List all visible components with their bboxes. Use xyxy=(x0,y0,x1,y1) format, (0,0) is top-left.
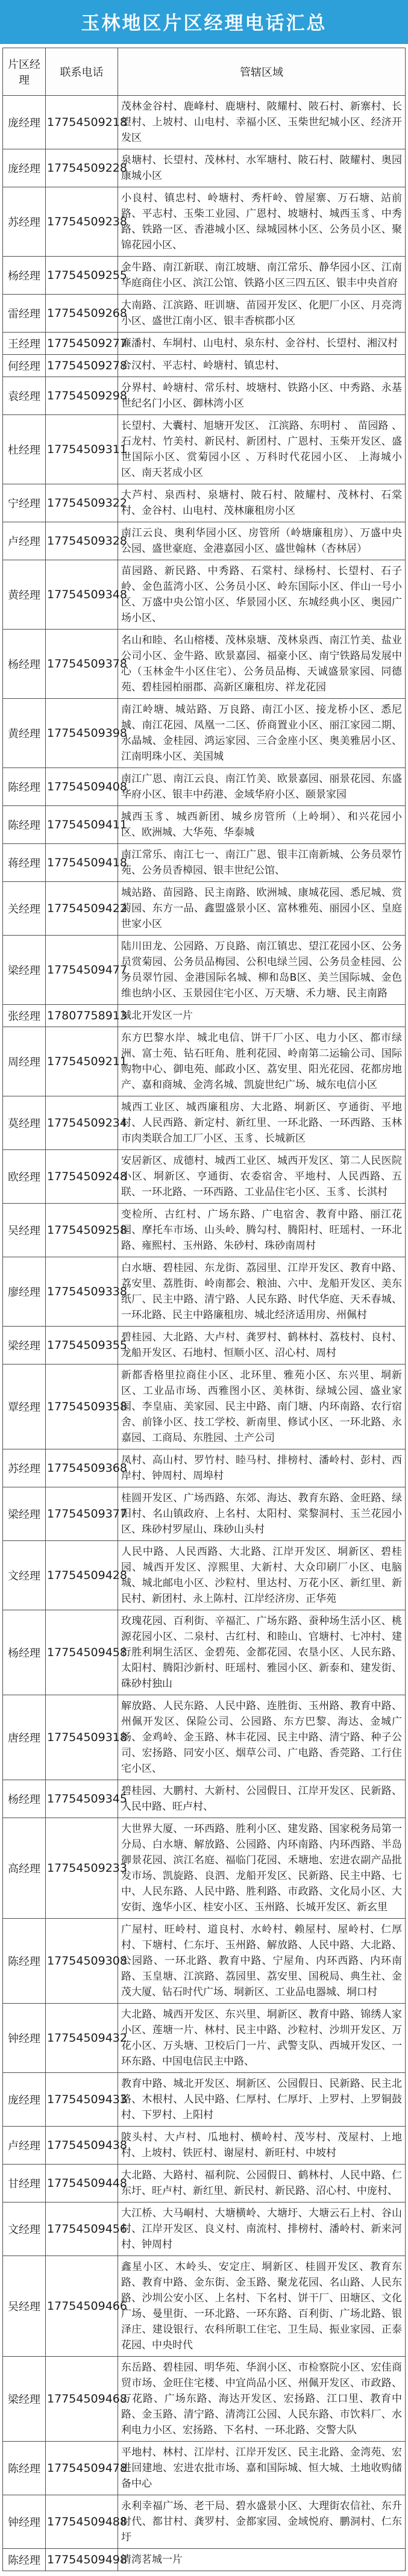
area-cell: 广屋村、旺岭村、道良村、水岭村、赖屋村、屋岭村、仁厚村、下塘村、仁东圩、玉州路、解放路、人民中路、大北路、公园路、一环北路、教育中路、宁屋角、内环西路、内环南路、玉皇塘、江滨路、荔园里、荔安里、国税局、典生社、金茂大厦、钻石时代广场、垌新区、工业品电器城、垌口村 xyxy=(118,1919,406,2004)
table-row xyxy=(3,1695,406,1780)
phone-cell: 17754509498 xyxy=(46,2549,118,2571)
manager-cell: 陈经理 xyxy=(3,2442,46,2495)
table-row xyxy=(3,484,406,522)
area-cell: 大芦村、泉西村、泉塘村、陂石村、陂耀村、茂林村、石棠村、金谷村、山电村、茂林廉租房小区 xyxy=(118,484,406,522)
manager-cell: 陈经理 xyxy=(3,768,46,806)
area-cell: 金牛路、南江新联、南江坡塘、南江常乐、静华园小区、江南华庭商住小区、滨江公馆、铁路小区三四五区、银丰中央首府 xyxy=(118,257,406,295)
area-cell: 永利幸福广场、老干局、碧水盛景小区、大理街农信社、东升时代、都甘村、龚罗村、金都家园、金域悦府、鹏洞村、仁东圩 xyxy=(118,2495,406,2549)
manager-cell: 吴经理 xyxy=(3,1204,46,1257)
table-row xyxy=(3,377,406,415)
phone-cell: 17754509438 xyxy=(46,2127,118,2165)
manager-cell: 莫经理 xyxy=(3,1096,46,1150)
phone-cell: 17754509311 xyxy=(46,415,118,484)
area-cell: 城站路、苗园路、民主南路、欧洲城、康城花园、悉尼城、赏菊园、东方一品、鑫盟盛景小区、富林雅苑、丽园小区、皇庭世家小区 xyxy=(118,882,406,936)
manager-cell: 梁经理 xyxy=(3,936,46,1005)
area-cell: 东岳路、碧桂园、明华苑、华润小区、市检察院小区、宏佳商贸市场、金旺住宅楼、中宜尚品小区、州佩开发区、市政路、万花路、广场东路、海达开发区、宏扬路、江口里、教育中路、金玉路、清宁路、清湾江公园、人民东路、市饮料厂、水利电力小区、宏扬路、下名村、一环北路、交警大队 xyxy=(118,2357,406,2442)
table-row xyxy=(3,844,406,882)
page-title: 玉林地区片区经理电话汇总 xyxy=(0,0,408,44)
column-header: 片区经理 xyxy=(3,48,46,96)
phone-cell: 17754509398 xyxy=(46,699,118,768)
table-row xyxy=(3,295,406,333)
area-cell: 大江桥、大马峒村、大塘横岭、大塘圩、大塘云石上村、谷山村、江岸开发区、良义村、南流村、排榜村、潘岭村、新来河村、钟周村 xyxy=(118,2202,406,2256)
table-row xyxy=(3,1449,406,1487)
phone-cell: 17754509358 xyxy=(46,1365,118,1449)
phone-cell: 17754509432 xyxy=(46,2004,118,2073)
table-row xyxy=(3,2202,406,2256)
manager-cell: 陈经理 xyxy=(3,806,46,844)
phone-cell: 17754509322 xyxy=(46,484,118,522)
area-cell: 桂圆开发区、广场西路、东郊、海达、教育东路、金旺路、绿阳村、名山镇政府、上名村、太阳村、棠黎洞村、玉兰花园小区、珠砂村罗屋山、珠砂山头村 xyxy=(118,1487,406,1541)
table-row xyxy=(3,1487,406,1541)
table-row xyxy=(3,355,406,377)
area-cell: 白水塘、碧桂园、东龙街、荔园里、江岸开发区、教育中路、荔安里、荔胜街、岭南都会、粮油、六中、龙船开发区、美东纸厂、民主中路、清宁路、人民东路、时代华庭、天禾春城、一环北路、民主中路廉租房、城北经济适用房、州佩村 xyxy=(118,1257,406,1327)
manager-cell: 唐经理 xyxy=(3,1695,46,1780)
area-cell: 长望村、大囊村、旭塘开发区、 江滨路、东明村 、 苗园路 、 石龙村、竹美村、新民村、新团村、广恩村、玉柴开发区、盛世国际小区、赏菊园小区 、万科时代花园小区、 上海城小区、南天茗成小区 xyxy=(118,415,406,484)
phone-cell: 17754509298 xyxy=(46,377,118,415)
phone-cell: 17754509468 xyxy=(46,2357,118,2442)
phone-cell: 17754509408 xyxy=(46,768,118,806)
phone-cell: 17807758913 xyxy=(46,1005,118,1027)
table-row xyxy=(3,1919,406,2004)
manager-cell: 周经理 xyxy=(3,1027,46,1096)
phone-cell: 17754509338 xyxy=(46,1257,118,1327)
table-row xyxy=(3,333,406,355)
area-cell: 变检所、古红村、广场东路、广电宿舍、教育中路、丽江花园、摩托车市场、山头岭、腾勾村、腾阳村、旺瑶村、一环北路、雍熙村、玉州路、朱砂村、珠砂南周村 xyxy=(118,1204,406,1257)
manager-cell: 何经理 xyxy=(3,355,46,377)
area-cell: 平地村、林村、江岸村、江岸开发区、民主北路、金湾苑、宏进回建地、宏进农批市场、嘉和国际城、恒大城、土地收购储备中心 xyxy=(118,2442,406,2495)
phone-cell: 17754509233 xyxy=(46,1818,118,1919)
area-cell: 城西玉豸、城西新团、城乡房管所（上岭垌）、和兴花园小区、欧洲城、大华苑、华泰城 xyxy=(118,806,406,844)
manager-cell: 梁经理 xyxy=(3,1327,46,1365)
manager-cell: 庞经理 xyxy=(3,149,46,187)
area-cell: 南江常乐、南江七一、南江广恩、银丰江南新城、公务员翠竹苑、公务员香樟园、银丰世纪公馆、 xyxy=(118,844,406,882)
manager-cell: 蒋经理 xyxy=(3,844,46,882)
column-header: 联系电话 xyxy=(46,48,118,96)
phone-cell: 17754509418 xyxy=(46,844,118,882)
manager-cell: 袁经理 xyxy=(3,377,46,415)
manager-phone-table xyxy=(2,48,406,2571)
phone-cell: 17754509328 xyxy=(46,522,118,560)
area-cell: 名山和睦、名山榕楼、茂林泉塘、茂林泉西、南江竹美、盐业公司小区、金牛路、欧景嘉园、福豪小区、南宁铁路局发展中心（玉林金牛小区住宅）、公务员品梅、天诚盛景家园、同德苑、碧桂园柏丽郡、高新区廉租房、祥龙花园 xyxy=(118,630,406,699)
table-row xyxy=(3,806,406,844)
table-row xyxy=(3,1027,406,1096)
area-cell: 解放路、人民东路、人民中路、连胜街、玉州路、教育中路、州佩开发区、保险公司、公园路、东方巴黎、海达、金城广场、金鸡岭、金玉路、林丰花园、民主中路、清宁路、种子公司、宏扬路、同安小区、烟草公司、广电路、香莞路、工行住宅小区、 xyxy=(118,1695,406,1780)
table-row xyxy=(3,1096,406,1150)
table-row xyxy=(3,149,406,187)
table-row xyxy=(3,2357,406,2442)
manager-cell: 钟经理 xyxy=(3,2004,46,2073)
area-cell: 大南路、江滨路、旺训塘、苗园开发区、化肥厂小区、月亮湾小区、盛世江南小区、银丰香槟郡小区 xyxy=(118,295,406,333)
table-row xyxy=(3,1541,406,1610)
manager-cell: 杨经理 xyxy=(3,257,46,295)
phone-cell: 17754509234 xyxy=(46,1096,118,1150)
table-row xyxy=(3,187,406,257)
table-row xyxy=(3,1780,406,1818)
column-header: 管辖区域 xyxy=(118,48,406,96)
phone-cell: 17754509348 xyxy=(46,560,118,630)
table-row xyxy=(3,2165,406,2202)
phone-cell: 17754509308 xyxy=(46,1919,118,2004)
table-row xyxy=(3,2004,406,2073)
area-cell: 鑫星小区、木岭头、安定庄、垌新区、桂圆开发区、教育东路、教育中路、金东街、金玉路、聚龙花园、名山路、人民东路、沙圳公安小区、上名村、下名村、饼干厂、田塘区、文化广场、曼里街、一环北路、一环东路、百利街、广场北路、银泽庄、建设银行、农科所职工住宅、卫生局、振业家园、正泰花园、中央时代 xyxy=(118,2256,406,2357)
manager-cell: 卢经理 xyxy=(3,2127,46,2165)
table-row xyxy=(3,2256,406,2357)
manager-cell: 张经理 xyxy=(3,1005,46,1027)
table-container xyxy=(0,44,408,2576)
manager-cell: 苏经理 xyxy=(3,1449,46,1487)
phone-cell: 17754509248 xyxy=(46,1150,118,1204)
manager-cell: 梁经理 xyxy=(3,2357,46,2442)
table-row xyxy=(3,1005,406,1027)
area-cell: 泉塘村、长望村、茂林村、水军塘村、陂石村、陂耀村、奥园康城小区 xyxy=(118,149,406,187)
table-row xyxy=(3,522,406,560)
table-row xyxy=(3,699,406,768)
manager-cell: 陈经理 xyxy=(3,2549,46,2571)
phone-cell: 17754509488 xyxy=(46,2495,118,2549)
area-cell: 大北路、大路村、福利院、公园假日、鹤林村、人民中路、仁东圩、旺卢村、新红里、新民村、新民路、沼心村、中庞村、 xyxy=(118,2165,406,2202)
table-row xyxy=(3,2127,406,2165)
manager-cell: 吴经理 xyxy=(3,2256,46,2357)
header-row xyxy=(3,48,406,96)
table-row xyxy=(3,560,406,630)
phone-cell: 17754509478 xyxy=(46,2442,118,2495)
area-cell: 城西工业区、城西廉租房、大北路、垌新区、亨通街、平地村、人民西路、新定村、新红里、一环北路、一环西路、玉林市肉类联合加工厂小区、玉豸、长城新区 xyxy=(118,1096,406,1150)
manager-cell: 黄经理 xyxy=(3,560,46,630)
table-body xyxy=(3,96,406,2571)
area-cell: 小良村、镇忠村、岭塘村、秀杆岭、曾屋寨、万石塘、站前路、平志村、玉柴工业园、广恩村、坡塘村、城西玉豸、中秀路、铁路一区、香港城小区、绿城园林小区、公务员小区、聚锦花园小区、 xyxy=(118,187,406,257)
area-cell: 新都香格里拉商住小区、北环里、雅苑小区、东兴里、垌新区、工业品市场、西雅图小区、美林街、绿城公园、盛业家园、李皇庙、美家园、民主中路、南门塘、内环南路、农行宿舍、前锋小区、技工学校、新南里、修试小区、一环北路、永嘉园、工商局、东胜园、土产公司 xyxy=(118,1365,406,1449)
area-cell: 碧桂园、大鹏村、大新村、公园假日、江岸开发区、民新路、人民中路、旺卢村、 xyxy=(118,1780,406,1818)
area-cell: 东方巴黎水岸、城北电信、饼干厂小区、电力小区、都市绿洲、富士苑、钻石旺角、胜利花园、岭南第二运输公司、国际购物中心、御电苑、邮政小区、荔安里、阳光花园、花都房地产、嘉和商城、金湾名城、凯旋世纪广场、城东电信小区 xyxy=(118,1027,406,1096)
phone-cell: 17754509318 xyxy=(46,1695,118,1780)
area-cell: 合汉村、平志村、岭塘村、镇忠村、 xyxy=(118,355,406,377)
area-cell: 碧桂园、大北路、大卢村、龚罗村、鹤林村、荔枝村、良村、龙船开发区、石地村、恒顺小区、沼心村、周村 xyxy=(118,1327,406,1365)
manager-cell: 黄经理 xyxy=(3,699,46,768)
manager-cell: 杜经理 xyxy=(3,415,46,484)
phone-cell: 17754509456 xyxy=(46,2202,118,2256)
phone-cell: 17754509255 xyxy=(46,257,118,295)
manager-cell: 文经理 xyxy=(3,2202,46,2256)
phone-cell: 17754509277 xyxy=(46,333,118,355)
phone-cell: 17754509238 xyxy=(46,187,118,257)
area-cell: 陂头村、大卢村、瓜地村、横岭村、茂岑村、茂屋村、上地村、上坡村、铁匠村、谢屋村、新旺村、中坡村 xyxy=(118,2127,406,2165)
area-cell: 清湾茗城一片 xyxy=(118,2549,406,2571)
table-row xyxy=(3,1365,406,1449)
table-row xyxy=(3,96,406,149)
area-cell: 城北开发区一片 xyxy=(118,1005,406,1027)
manager-cell: 廖经理 xyxy=(3,1257,46,1327)
table-row xyxy=(3,2495,406,2549)
phone-cell: 17754509411 xyxy=(46,806,118,844)
phone-cell: 17754509228 xyxy=(46,149,118,187)
area-cell: 苗园路、新民路、中秀路、石棠村、绿杨村、长望村、石子岭、金色蓝湾小区、公务员小区、岭东国际小区、伴山一号小区、万盛中央公馆小区、华景园小区、东城经典小区、奥园广场小区、 xyxy=(118,560,406,630)
phone-cell: 17754509422 xyxy=(46,882,118,936)
table-row xyxy=(3,768,406,806)
area-cell: 大北路、城西开发区、东兴里、垌新区、教育中路、锦绣人家小区、莲塘一片、林村、民主中路、沙粒村、沙圳开发区、万花小区、万头塘、卫校后门一片、武警支队、西城开发区、一环东路、中国电信民主中路、 xyxy=(118,2004,406,2073)
manager-cell: 庞经理 xyxy=(3,96,46,149)
manager-cell: 王经理 xyxy=(3,333,46,355)
manager-cell: 卢经理 xyxy=(3,522,46,560)
area-cell: 教育中路、城北开发区、垌新区、公园假日、民新路、民主北路、木根村、人民中路、仁厚村、仁厚圩、上罗村、上罗铜鼓村、下罗村、上阳村 xyxy=(118,2073,406,2127)
manager-cell: 陈经理 xyxy=(3,1919,46,2004)
phone-cell: 17754509345 xyxy=(46,1780,118,1818)
phone-cell: 17754509368 xyxy=(46,1449,118,1487)
area-cell: 安居新区、成德村、城西工业区、城西开发区、第二人民医院小区、垌新区、亨通街、农委宿舍、平地村、人民西路、五联、一环北路、一环西路、工业品住宅小区、玉豸、长淇村 xyxy=(118,1150,406,1204)
table-row xyxy=(3,2442,406,2495)
table-row xyxy=(3,2073,406,2127)
manager-cell: 欧经理 xyxy=(3,1150,46,1204)
manager-cell: 高经理 xyxy=(3,1818,46,1919)
manager-cell: 关经理 xyxy=(3,882,46,936)
manager-cell: 梁经理 xyxy=(3,1487,46,1541)
table-row xyxy=(3,1327,406,1365)
table-row xyxy=(3,1150,406,1204)
phone-cell: 17754509218 xyxy=(46,96,118,149)
phone-cell: 17754509377 xyxy=(46,1487,118,1541)
phone-cell: 17754509278 xyxy=(46,355,118,377)
manager-cell: 覃经理 xyxy=(3,1365,46,1449)
manager-cell: 杨经理 xyxy=(3,1610,46,1695)
area-cell: 大世界大厦、一环西路、胜利小区、建发路、国家税务局第一分局、白水塘、解放路、公园路、内环南路、内环西路、半岛御景花园、滨江名庭、福临门花园、禾塘地、宏进农副产品批发市场、凯旋路、良泗、龙船开发区、民新路、民主中路、七中、人民东路、人民中路、胜利路、市政路、文化局小区、大安街、逸华小区、桂安小区、玉州路、长城开发区、新玄里 xyxy=(118,1818,406,1919)
table-row xyxy=(3,415,406,484)
table-row xyxy=(3,1204,406,1257)
phone-cell: 17754509477 xyxy=(46,936,118,1005)
table-row xyxy=(3,630,406,699)
area-cell: 南江云良、奥利华园小区、房管所（岭塘廉租房）、万盛中央公园、盛世豪庭、金港嘉园小区、盛世翰林（杏林居） xyxy=(118,522,406,560)
manager-cell: 钟经理 xyxy=(3,2495,46,2549)
phone-cell: 17754509258 xyxy=(46,1204,118,1257)
manager-cell: 杨经理 xyxy=(3,630,46,699)
area-cell: 陆川田龙、公园路、万良路、南江镇忠、望江花园小区、公务员赏菊园、公务员品梅园、公积电绿兰园、公务员金桂园、公务员翠竹园、金港国际名城、柳和岛B区、美兰国际城、金色维也纳小区、玉景园住宅小区、万天塘、禾力塘、民主南路 xyxy=(118,936,406,1005)
manager-cell: 庞经理 xyxy=(3,2073,46,2127)
table-row xyxy=(3,1610,406,1695)
phone-cell: 17754509433 xyxy=(46,2073,118,2127)
phone-cell: 17754509355 xyxy=(46,1327,118,1365)
manager-cell: 文经理 xyxy=(3,1541,46,1610)
area-cell: 南江岭塘、城站路、万良路、南江小区、接龙桥小区、悉尼城、南江花园、凤凰一二区、侨商置业小区、丽江家园二期、水晶城、金桂园、鸿运家园、三合金座小区、奥美雅居小区、江南明珠小区、美国城 xyxy=(118,699,406,768)
table-row xyxy=(3,1818,406,1919)
area-cell: 分界村、岭塘村、常乐村、坡塘村、铁路小区、中秀路、永基世纪名门小区、御林湾小区 xyxy=(118,377,406,415)
manager-cell: 宁经理 xyxy=(3,484,46,522)
area-cell: 玫瑰花园、百利街、辛福汇、广场东路、蚕种场生活小区、桃源花园小区、二泉村、古红村、和睦山、官塘村、七冲村、建行胜利垌生活区、金碧苑、金都花园、农垦小区、人民东路、太阳村、腾阳沙新村、旺瑶村、雅园小区、新泰和、建发街、硃砂村独山 xyxy=(118,1610,406,1695)
phone-cell: 17754509268 xyxy=(46,295,118,333)
area-cell: 凤村、高山村、罗竹村、睦马村、排榜村、潘岭村、彭村、西岸村、钟周村、周埠村 xyxy=(118,1449,406,1487)
area-cell: 茂林金谷村、鹿峰村、鹿塘村、陂耀村、陂石村、新寨村、长望村、上坡村、山电村、幸福小区、玉柴世纪城小区、经济开发区 xyxy=(118,96,406,149)
area-cell: 南江广恩、南江云良、南江竹美、欧景嘉园、丽景花园、东盛华府小区、银丰中药港、金域华府小区、颐景家园 xyxy=(118,768,406,806)
phone-cell: 17754509378 xyxy=(46,630,118,699)
area-cell: 人民中路、人民西路、大北路、江岸开发区、垌新区、碧桂园、城西开发区、淳熙里、大新村、大众印刷厂小区、电脑城、城北邮电小区、沙粒村、里达村、万花小区、新红里、新民村、新团村、永上陈村、江岸经济房、正华苑 xyxy=(118,1541,406,1610)
table-row xyxy=(3,2549,406,2571)
table-row xyxy=(3,1257,406,1327)
manager-cell: 苏经理 xyxy=(3,187,46,257)
phone-cell: 17754509448 xyxy=(46,2165,118,2202)
phone-cell: 17754509466 xyxy=(46,2256,118,2357)
phone-cell: 17754509428 xyxy=(46,1541,118,1610)
manager-cell: 雷经理 xyxy=(3,295,46,333)
phone-cell: 17754509458 xyxy=(46,1610,118,1695)
table-row xyxy=(3,936,406,1005)
area-cell: 廉潘村、车垌村、山电村、泉东村、金谷村、长望村、湘汉村 xyxy=(118,333,406,355)
phone-cell: 17754509211 xyxy=(46,1027,118,1096)
table-row xyxy=(3,882,406,936)
manager-cell: 杨经理 xyxy=(3,1780,46,1818)
manager-cell: 甘经理 xyxy=(3,2165,46,2202)
table-row xyxy=(3,257,406,295)
